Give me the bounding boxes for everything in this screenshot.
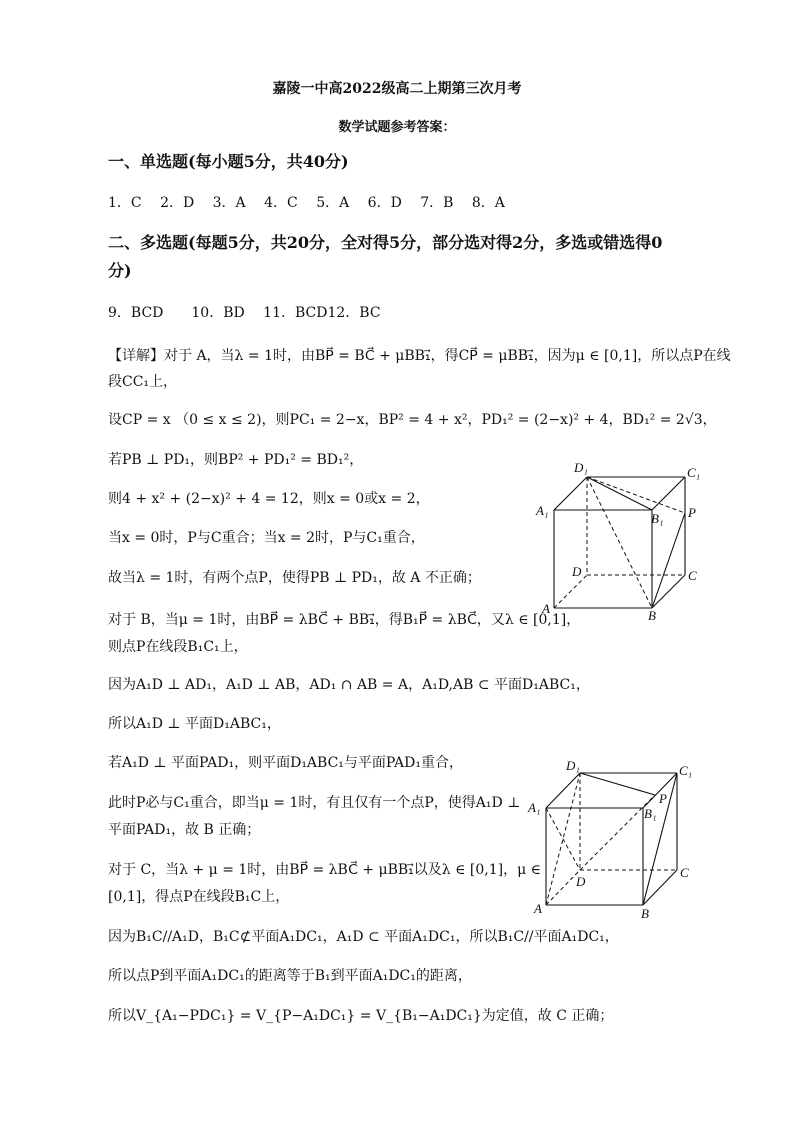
solution-line: 所以点P到平面A₁DC₁的距离等于B₁到平面A₁DC₁的距离， — [108, 968, 472, 984]
label-B: B — [641, 906, 649, 921]
solution-line: 因为B₁C//A₁D，B₁C⊄平面A₁DC₁，A₁D ⊂ 平面A₁DC₁，所以B₁C//平面A₁DC₁， — [108, 929, 619, 945]
label-A: A — [534, 901, 542, 916]
label-P: P — [688, 505, 696, 520]
solution-line: 【详解】对于 A，当λ = 1时，由BP⃗ = BC⃗ + μBB₁⃗，得CP⃗ = μBB₁⃗，因为μ ∈ [0,1]，所以点P在线 — [108, 348, 731, 364]
section2-heading-line2: 分) — [108, 261, 132, 280]
label-A1: A₁ — [528, 800, 541, 815]
edge-A1D1 — [554, 477, 587, 510]
edge-BC — [652, 575, 685, 608]
segment-D1P — [580, 773, 655, 795]
exam-title: 嘉陵一中高2022级高二上期第三次月考 — [272, 81, 522, 97]
label-C: C — [688, 568, 697, 583]
edge-AD — [554, 575, 587, 608]
solution-line: 当x = 0时，P与C重合；当x = 2时，P与C₁重合， — [108, 530, 425, 546]
solution-line: 段CC₁上， — [108, 374, 178, 390]
cube-diagram-1 — [528, 455, 708, 625]
solution-line: 对于 C，当λ + μ = 1时，由BP⃗ = λBC⃗ + μBB₁⃗以及λ ∈ [0,1]，μ ∈ — [108, 862, 542, 878]
segment-A1D — [546, 808, 580, 870]
segment-D1B — [587, 477, 652, 608]
label-C1: C₁ — [679, 763, 693, 778]
segment-BP — [652, 513, 685, 608]
label-A: A — [542, 601, 550, 616]
edge-B1C1 — [652, 477, 685, 510]
label-D1: D₁ — [574, 460, 588, 475]
label-D: D — [576, 874, 586, 889]
section1-answers: 1．C 2．D 3．A 4．C 5．A 6．D 7．B 8．A — [108, 195, 505, 211]
solution-line: 所以A₁D ⊥ 平面D₁ABC₁， — [108, 716, 281, 732]
label-D1: D₁ — [566, 758, 580, 773]
label-B: B — [648, 608, 656, 623]
label-P: P — [659, 791, 667, 806]
section2-answers: 9．BCD 10．BD 11．BCD12．BC — [108, 305, 381, 321]
section2-heading-line1: 二、多选题(每题5分，共20分，全对得5分，部分选对得2分，多选或错选得0 — [108, 233, 663, 252]
solution-line: 则点P在线段B₁C₁上， — [108, 639, 248, 655]
solution-line: 平面PAD₁，故 B 正确； — [108, 822, 261, 838]
solution-line: 所以V_{A₁−PDC₁} = V_{P−A₁DC₁} = V_{B₁−A₁DC₁}为定值，故 C 正确； — [108, 1008, 614, 1024]
section1-heading: 一、单选题(每小题5分，共40分) — [108, 152, 349, 171]
edge-AD — [546, 870, 580, 905]
segment-D1B1 — [587, 477, 652, 510]
solution-line: 此时P必与C₁重合，即当μ = 1时，有且仅有一个点P，使得A₁D ⊥ — [108, 795, 521, 811]
segment-D1P — [587, 477, 685, 513]
solution-line: 则4 + x² + (2−x)² + 4 = 12，则x = 0或x = 2， — [108, 491, 430, 507]
label-B1: B₁ — [651, 511, 664, 526]
cube-diagram-2 — [526, 756, 708, 922]
answer-key-subtitle: 数学试题参考答案： — [338, 120, 456, 135]
label-A1: A₁ — [536, 503, 549, 518]
solution-line: 对于 B，当μ = 1时，由BP⃗ = λBC⃗ + BB₁⃗，得B₁P⃗ = λBC⃗，又λ ∈ [0,1]， — [108, 612, 581, 628]
solution-line: 故当λ = 1时，有两个点P，使得PB ⊥ PD₁，故 A 不正确； — [108, 570, 481, 586]
label-B1: B₁ — [644, 806, 657, 821]
edge-A1D1 — [546, 773, 580, 808]
label-C1: C₁ — [687, 465, 701, 480]
solution-line: 若A₁D ⊥ 平面PAD₁，则平面D₁ABC₁与平面PAD₁重合， — [108, 755, 463, 771]
solution-line: [0,1]，得点P在线段B₁C上， — [108, 889, 290, 905]
solution-line: 因为A₁D ⊥ AD₁，A₁D ⊥ AB，AD₁ ∩ AB = A，A₁D,AB ⊂ 平面D₁ABC₁， — [108, 677, 590, 693]
solution-line: 设CP = x （0 ≤ x ≤ 2)，则PC₁ = 2−x，BP² = 4 + x²，PD₁² = (2−x)² + 4，BD₁² = 2√3， — [108, 412, 717, 428]
label-C: C — [680, 865, 689, 880]
solution-line: 若PB ⊥ PD₁，则BP² + PD₁² = BD₁²， — [108, 452, 364, 468]
label-D: D — [572, 564, 582, 579]
edge-BC — [643, 870, 677, 905]
